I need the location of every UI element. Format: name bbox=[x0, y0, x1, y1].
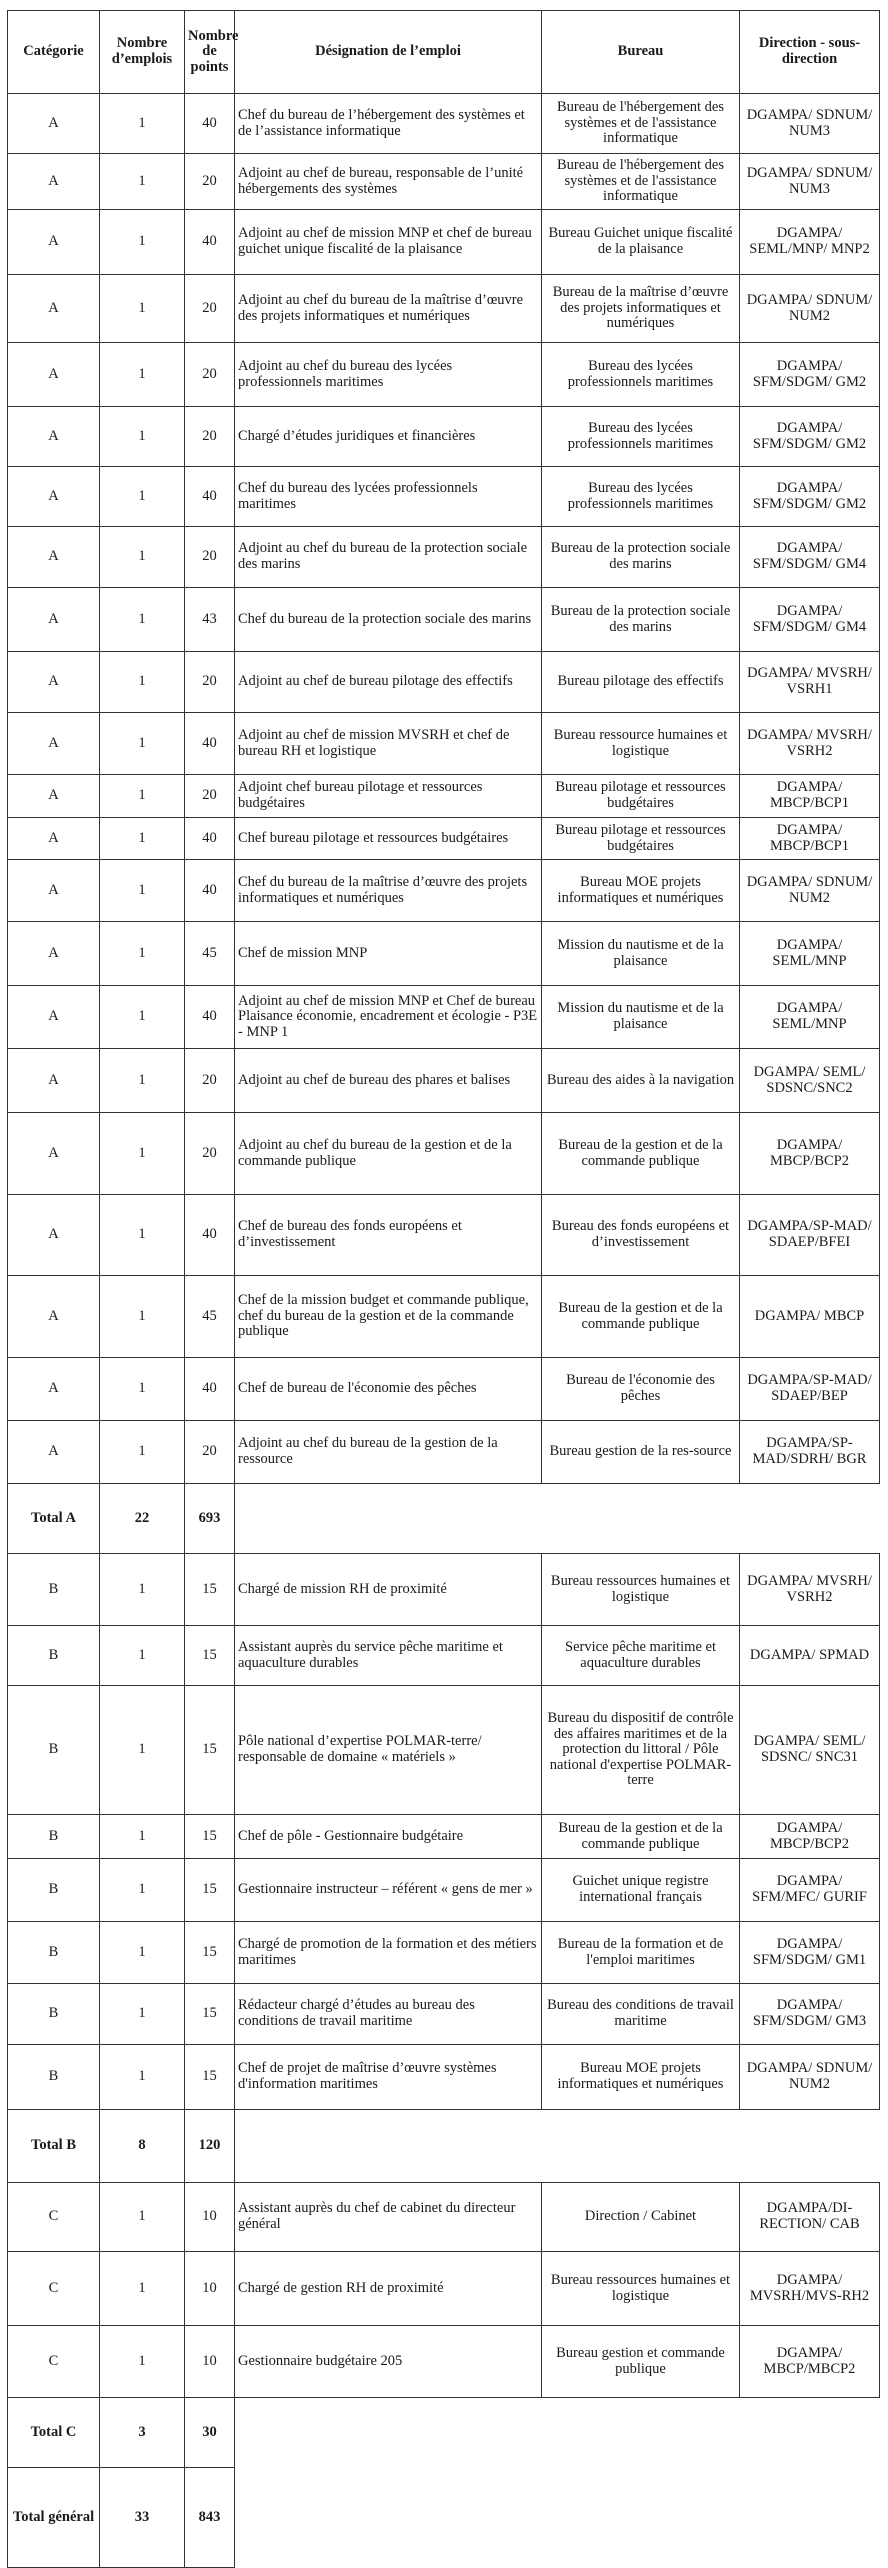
empty-cell bbox=[740, 2110, 880, 2183]
nombre-emplois-cell: 1 bbox=[100, 986, 185, 1049]
direction-cell: DGAMPA/DI-RECTION/ CAB bbox=[740, 2183, 880, 2252]
nombre-points-cell: 40 bbox=[185, 818, 235, 860]
direction-cell: DGAMPA/ MVSRH/ VSRH1 bbox=[740, 652, 880, 713]
total-emplois: 33 bbox=[100, 2468, 185, 2568]
direction-cell: DGAMPA/ MBCP/BCP2 bbox=[740, 1113, 880, 1195]
nombre-points-cell: 40 bbox=[185, 860, 235, 922]
total-label: Total général bbox=[8, 2468, 100, 2568]
table-row bbox=[8, 2183, 880, 2252]
categorie-cell: A bbox=[8, 588, 100, 652]
designation-cell: Adjoint au chef de mission MNP et Chef de bureau Plaisance économie, encadrement et écologie - P3E - MNP 1 bbox=[235, 986, 542, 1049]
table-row bbox=[8, 343, 880, 407]
categorie-cell: A bbox=[8, 343, 100, 407]
table-row bbox=[8, 527, 880, 588]
designation-cell: Adjoint au chef du bureau de la protection sociale des marins bbox=[235, 527, 542, 588]
bureau-cell: Guichet unique registre international français bbox=[542, 1859, 740, 1922]
bureau-cell: Bureau de la gestion et de la commande publique bbox=[542, 1113, 740, 1195]
total-label: Total C bbox=[8, 2398, 100, 2468]
nombre-points-cell: 43 bbox=[185, 588, 235, 652]
total-emplois: 3 bbox=[100, 2398, 185, 2468]
designation-cell: Chef du bureau des lycées professionnels maritimes bbox=[235, 467, 542, 527]
categorie-cell: A bbox=[8, 467, 100, 527]
nombre-emplois-cell: 1 bbox=[100, 2252, 185, 2326]
bureau-cell: Bureau des aides à la navigation bbox=[542, 1049, 740, 1113]
direction-cell: DGAMPA/ MVSRH/MVS-RH2 bbox=[740, 2252, 880, 2326]
designation-cell: Chef du bureau de la maîtrise d’œuvre des projets informatiques et numériques bbox=[235, 860, 542, 922]
direction-cell: DGAMPA/ SFM/SDGM/ GM4 bbox=[740, 527, 880, 588]
nombre-points-cell: 40 bbox=[185, 713, 235, 775]
bureau-cell: Bureau ressources humaines et logistique bbox=[542, 2252, 740, 2326]
designation-cell: Chargé de mission RH de proximité bbox=[235, 1554, 542, 1626]
nombre-emplois-cell: 1 bbox=[100, 527, 185, 588]
designation-cell: Chef de projet de maîtrise d’œuvre systèmes d'information maritimes bbox=[235, 2045, 542, 2110]
nombre-emplois-cell: 1 bbox=[100, 1049, 185, 1113]
designation-cell: Chargé de gestion RH de proximité bbox=[235, 2252, 542, 2326]
nombre-points-cell: 15 bbox=[185, 1984, 235, 2045]
nombre-emplois-cell: 1 bbox=[100, 94, 185, 154]
direction-cell: DGAMPA/ SDNUM/ NUM3 bbox=[740, 154, 880, 210]
nombre-emplois-cell: 1 bbox=[100, 1626, 185, 1686]
designation-cell: Adjoint au chef du bureau des lycées professionnels maritimes bbox=[235, 343, 542, 407]
nombre-emplois-cell: 1 bbox=[100, 210, 185, 275]
designation-cell: Chef de bureau des fonds européens et d’investissement bbox=[235, 1195, 542, 1276]
bureau-cell: Bureau de la formation et de l'emploi maritimes bbox=[542, 1922, 740, 1984]
categorie-cell: B bbox=[8, 2045, 100, 2110]
categorie-cell: A bbox=[8, 922, 100, 986]
empty-cell bbox=[542, 2468, 740, 2568]
nombre-emplois-cell: 1 bbox=[100, 1421, 185, 1484]
designation-cell: Chargé d’études juridiques et financières bbox=[235, 407, 542, 467]
header-direction: Direction - sous-direction bbox=[740, 11, 880, 94]
table-row bbox=[8, 1859, 880, 1922]
designation-cell: Adjoint au chef du bureau de la gestion et de la commande publique bbox=[235, 1113, 542, 1195]
designation-cell: Chef de mission MNP bbox=[235, 922, 542, 986]
designation-cell: Chef du bureau de la protection sociale des marins bbox=[235, 588, 542, 652]
designation-cell: Rédacteur chargé d’études au bureau des conditions de travail maritime bbox=[235, 1984, 542, 2045]
nombre-points-cell: 10 bbox=[185, 2252, 235, 2326]
nombre-emplois-cell: 1 bbox=[100, 1922, 185, 1984]
total-points: 693 bbox=[185, 1484, 235, 1554]
table-row bbox=[8, 210, 880, 275]
direction-cell: DGAMPA/ SFM/SDGM/ GM1 bbox=[740, 1922, 880, 1984]
empty-cell bbox=[542, 2110, 740, 2183]
bureau-cell: Bureau des lycées professionnels maritimes bbox=[542, 407, 740, 467]
table-row bbox=[8, 407, 880, 467]
nombre-emplois-cell: 1 bbox=[100, 1859, 185, 1922]
categorie-cell: B bbox=[8, 1686, 100, 1815]
nombre-points-cell: 15 bbox=[185, 1626, 235, 1686]
table-row bbox=[8, 154, 880, 210]
direction-cell: DGAMPA/ SFM/SDGM/ GM3 bbox=[740, 1984, 880, 2045]
nombre-points-cell: 10 bbox=[185, 2326, 235, 2398]
nombre-emplois-cell: 1 bbox=[100, 1554, 185, 1626]
direction-cell: DGAMPA/ MBCP/BCP1 bbox=[740, 775, 880, 818]
nombre-emplois-cell: 1 bbox=[100, 2183, 185, 2252]
nombre-points-cell: 20 bbox=[185, 407, 235, 467]
nombre-emplois-cell: 1 bbox=[100, 2326, 185, 2398]
nombre-points-cell: 20 bbox=[185, 154, 235, 210]
direction-cell: DGAMPA/ SFM/SDGM/ GM2 bbox=[740, 407, 880, 467]
bureau-cell: Bureau des conditions de travail maritime bbox=[542, 1984, 740, 2045]
designation-cell: Assistant auprès du service pêche maritime et aquaculture durables bbox=[235, 1626, 542, 1686]
empty-cell bbox=[235, 1484, 542, 1554]
categorie-cell: A bbox=[8, 1358, 100, 1421]
designation-cell: Adjoint chef bureau pilotage et ressources budgétaires bbox=[235, 775, 542, 818]
table-body bbox=[8, 94, 880, 2568]
nombre-emplois-cell: 1 bbox=[100, 275, 185, 343]
categorie-cell: C bbox=[8, 2326, 100, 2398]
nombre-points-cell: 15 bbox=[185, 1815, 235, 1859]
bureau-cell: Bureau Guichet unique fiscalité de la plaisance bbox=[542, 210, 740, 275]
direction-cell: DGAMPA/SP-MAD/ SDAEP/BFEI bbox=[740, 1195, 880, 1276]
categorie-cell: A bbox=[8, 775, 100, 818]
empty-cell bbox=[235, 2110, 542, 2183]
categorie-cell: B bbox=[8, 1815, 100, 1859]
table-row bbox=[8, 1984, 880, 2045]
bureau-cell: Bureau de la maîtrise d’œuvre des projets informatiques et numériques bbox=[542, 275, 740, 343]
table-row bbox=[8, 467, 880, 527]
total-label: Total A bbox=[8, 1484, 100, 1554]
table-row bbox=[8, 1421, 880, 1484]
categorie-cell: A bbox=[8, 1276, 100, 1358]
jobs-table bbox=[7, 10, 880, 2568]
table-row bbox=[8, 860, 880, 922]
categorie-cell: A bbox=[8, 1049, 100, 1113]
nombre-emplois-cell: 1 bbox=[100, 652, 185, 713]
nombre-points-cell: 40 bbox=[185, 210, 235, 275]
nombre-points-cell: 15 bbox=[185, 1859, 235, 1922]
empty-cell bbox=[542, 1484, 740, 1554]
nombre-emplois-cell: 1 bbox=[100, 154, 185, 210]
empty-cell bbox=[542, 2398, 740, 2468]
table-row bbox=[8, 713, 880, 775]
nombre-points-cell: 20 bbox=[185, 1049, 235, 1113]
total-points: 843 bbox=[185, 2468, 235, 2568]
categorie-cell: A bbox=[8, 407, 100, 467]
bureau-cell: Bureau pilotage des effectifs bbox=[542, 652, 740, 713]
designation-cell: Gestionnaire budgétaire 205 bbox=[235, 2326, 542, 2398]
table-row bbox=[8, 652, 880, 713]
direction-cell: DGAMPA/ MBCP/BCP2 bbox=[740, 1815, 880, 1859]
bureau-cell: Bureau des fonds européens et d’investissement bbox=[542, 1195, 740, 1276]
bureau-cell: Bureau de l'hébergement des systèmes et de l'assistance informatique bbox=[542, 94, 740, 154]
table-row bbox=[8, 1922, 880, 1984]
bureau-cell: Bureau de l'économie des pêches bbox=[542, 1358, 740, 1421]
direction-cell: DGAMPA/ SPMAD bbox=[740, 1626, 880, 1686]
bureau-cell: Service pêche maritime et aquaculture durables bbox=[542, 1626, 740, 1686]
bureau-cell: Bureau pilotage et ressources budgétaires bbox=[542, 818, 740, 860]
nombre-points-cell: 40 bbox=[185, 1358, 235, 1421]
header-bureau: Bureau bbox=[542, 11, 740, 94]
bureau-cell: Bureau pilotage et ressources budgétaires bbox=[542, 775, 740, 818]
bureau-cell: Bureau de la protection sociale des marins bbox=[542, 527, 740, 588]
nombre-emplois-cell: 1 bbox=[100, 1113, 185, 1195]
empty-cell bbox=[740, 1484, 880, 1554]
nombre-emplois-cell: 1 bbox=[100, 1195, 185, 1276]
categorie-cell: B bbox=[8, 1984, 100, 2045]
direction-cell: DGAMPA/ SEML/MNP bbox=[740, 922, 880, 986]
nombre-emplois-cell: 1 bbox=[100, 467, 185, 527]
header-nombre-points: Nombre de points bbox=[185, 11, 235, 94]
table-header-row bbox=[8, 11, 880, 94]
designation-cell: Adjoint au chef de mission MVSRH et chef de bureau RH et logistique bbox=[235, 713, 542, 775]
categorie-cell: C bbox=[8, 2252, 100, 2326]
direction-cell: DGAMPA/ SFM/MFC/ GURIF bbox=[740, 1859, 880, 1922]
designation-cell: Adjoint au chef de mission MNP et chef de bureau guichet unique fiscalité de la plaisance bbox=[235, 210, 542, 275]
nombre-points-cell: 15 bbox=[185, 1554, 235, 1626]
designation-cell: Chef de bureau de l'économie des pêches bbox=[235, 1358, 542, 1421]
table-row bbox=[8, 94, 880, 154]
table-row bbox=[8, 986, 880, 1049]
nombre-points-cell: 20 bbox=[185, 775, 235, 818]
designation-cell: Adjoint au chef de bureau pilotage des effectifs bbox=[235, 652, 542, 713]
nombre-emplois-cell: 1 bbox=[100, 860, 185, 922]
categorie-cell: A bbox=[8, 1195, 100, 1276]
bureau-cell: Direction / Cabinet bbox=[542, 2183, 740, 2252]
direction-cell: DGAMPA/ MBCP/BCP1 bbox=[740, 818, 880, 860]
header-designation: Désignation de l’emploi bbox=[235, 11, 542, 94]
total-points: 30 bbox=[185, 2398, 235, 2468]
nombre-emplois-cell: 1 bbox=[100, 588, 185, 652]
direction-cell: DGAMPA/ SEML/MNP/ MNP2 bbox=[740, 210, 880, 275]
categorie-cell: A bbox=[8, 275, 100, 343]
table-row bbox=[8, 275, 880, 343]
total-row bbox=[8, 2468, 880, 2568]
nombre-points-cell: 15 bbox=[185, 1922, 235, 1984]
nombre-points-cell: 40 bbox=[185, 94, 235, 154]
direction-cell: DGAMPA/ SFM/SDGM/ GM4 bbox=[740, 588, 880, 652]
nombre-points-cell: 20 bbox=[185, 527, 235, 588]
nombre-points-cell: 20 bbox=[185, 1421, 235, 1484]
direction-cell: DGAMPA/ SEML/MNP bbox=[740, 986, 880, 1049]
nombre-emplois-cell: 1 bbox=[100, 1276, 185, 1358]
direction-cell: DGAMPA/ SDNUM/ NUM2 bbox=[740, 860, 880, 922]
categorie-cell: A bbox=[8, 527, 100, 588]
direction-cell: DGAMPA/ MBCP bbox=[740, 1276, 880, 1358]
nombre-points-cell: 15 bbox=[185, 1686, 235, 1815]
bureau-cell: Bureau de l'hébergement des systèmes et de l'assistance informatique bbox=[542, 154, 740, 210]
designation-cell: Chef bureau pilotage et ressources budgétaires bbox=[235, 818, 542, 860]
total-points: 120 bbox=[185, 2110, 235, 2183]
nombre-points-cell: 20 bbox=[185, 275, 235, 343]
nombre-points-cell: 20 bbox=[185, 343, 235, 407]
table-row bbox=[8, 1049, 880, 1113]
nombre-points-cell: 20 bbox=[185, 652, 235, 713]
table-row bbox=[8, 1815, 880, 1859]
nombre-points-cell: 20 bbox=[185, 1113, 235, 1195]
designation-cell: Adjoint au chef du bureau de la maîtrise d’œuvre des projets informatiques et numériques bbox=[235, 275, 542, 343]
table-row bbox=[8, 1626, 880, 1686]
categorie-cell: C bbox=[8, 2183, 100, 2252]
categorie-cell: A bbox=[8, 1113, 100, 1195]
designation-cell: Adjoint au chef du bureau de la gestion de la ressource bbox=[235, 1421, 542, 1484]
total-emplois: 8 bbox=[100, 2110, 185, 2183]
categorie-cell: A bbox=[8, 713, 100, 775]
empty-cell bbox=[235, 2398, 542, 2468]
total-label: Total B bbox=[8, 2110, 100, 2183]
nombre-emplois-cell: 1 bbox=[100, 818, 185, 860]
direction-cell: DGAMPA/ SFM/SDGM/ GM2 bbox=[740, 343, 880, 407]
bureau-cell: Bureau ressource humaines et logistique bbox=[542, 713, 740, 775]
nombre-points-cell: 15 bbox=[185, 2045, 235, 2110]
empty-cell bbox=[740, 2398, 880, 2468]
bureau-cell: Bureau MOE projets informatiques et numériques bbox=[542, 860, 740, 922]
table-row bbox=[8, 1113, 880, 1195]
bureau-cell: Bureau MOE projets informatiques et numériques bbox=[542, 2045, 740, 2110]
designation-cell: Adjoint au chef de bureau, responsable de l’unité hébergements des systèmes bbox=[235, 154, 542, 210]
nombre-points-cell: 40 bbox=[185, 986, 235, 1049]
categorie-cell: A bbox=[8, 986, 100, 1049]
designation-cell: Adjoint au chef de bureau des phares et balises bbox=[235, 1049, 542, 1113]
table-row bbox=[8, 1276, 880, 1358]
bureau-cell: Bureau gestion de la res-source bbox=[542, 1421, 740, 1484]
direction-cell: DGAMPA/ MBCP/MBCP2 bbox=[740, 2326, 880, 2398]
table-row bbox=[8, 1686, 880, 1815]
designation-cell: Assistant auprès du chef de cabinet du directeur général bbox=[235, 2183, 542, 2252]
bureau-cell: Bureau ressources humaines et logistique bbox=[542, 1554, 740, 1626]
direction-cell: DGAMPA/SP-MAD/ SDAEP/BEP bbox=[740, 1358, 880, 1421]
nombre-emplois-cell: 1 bbox=[100, 922, 185, 986]
table-row bbox=[8, 922, 880, 986]
direction-cell: DGAMPA/ SDNUM/ NUM2 bbox=[740, 275, 880, 343]
categorie-cell: B bbox=[8, 1859, 100, 1922]
nombre-emplois-cell: 1 bbox=[100, 775, 185, 818]
categorie-cell: A bbox=[8, 210, 100, 275]
bureau-cell: Mission du nautisme et de la plaisance bbox=[542, 986, 740, 1049]
header-categorie: Catégorie bbox=[8, 11, 100, 94]
bureau-cell: Bureau des lycées professionnels maritimes bbox=[542, 343, 740, 407]
nombre-emplois-cell: 1 bbox=[100, 407, 185, 467]
nombre-emplois-cell: 1 bbox=[100, 713, 185, 775]
categorie-cell: B bbox=[8, 1922, 100, 1984]
categorie-cell: A bbox=[8, 860, 100, 922]
empty-cell bbox=[235, 2468, 542, 2568]
bureau-cell: Mission du nautisme et de la plaisance bbox=[542, 922, 740, 986]
table-row bbox=[8, 1358, 880, 1421]
table-row bbox=[8, 588, 880, 652]
nombre-emplois-cell: 1 bbox=[100, 2045, 185, 2110]
nombre-emplois-cell: 1 bbox=[100, 1358, 185, 1421]
bureau-cell: Bureau du dispositif de contrôle des affaires maritimes et de la protection du littoral / Pôle national d'expertise POLMAR-terre bbox=[542, 1686, 740, 1815]
bureau-cell: Bureau gestion et commande publique bbox=[542, 2326, 740, 2398]
categorie-cell: A bbox=[8, 818, 100, 860]
direction-cell: DGAMPA/ SFM/SDGM/ GM2 bbox=[740, 467, 880, 527]
table-row bbox=[8, 775, 880, 818]
table-row bbox=[8, 2252, 880, 2326]
nombre-emplois-cell: 1 bbox=[100, 343, 185, 407]
table-row bbox=[8, 1554, 880, 1626]
designation-cell: Chargé de promotion de la formation et des métiers maritimes bbox=[235, 1922, 542, 1984]
designation-cell: Chef de la mission budget et commande publique, chef du bureau de la gestion et de la commande publique bbox=[235, 1276, 542, 1358]
total-row bbox=[8, 2398, 880, 2468]
nombre-emplois-cell: 1 bbox=[100, 1815, 185, 1859]
nombre-points-cell: 45 bbox=[185, 1276, 235, 1358]
total-emplois: 22 bbox=[100, 1484, 185, 1554]
bureau-cell: Bureau de la protection sociale des marins bbox=[542, 588, 740, 652]
table-row bbox=[8, 2045, 880, 2110]
direction-cell: DGAMPA/SP-MAD/SDRH/ BGR bbox=[740, 1421, 880, 1484]
nombre-points-cell: 40 bbox=[185, 467, 235, 527]
nombre-emplois-cell: 1 bbox=[100, 1686, 185, 1815]
designation-cell: Chef de pôle - Gestionnaire budgétaire bbox=[235, 1815, 542, 1859]
categorie-cell: A bbox=[8, 94, 100, 154]
nombre-points-cell: 40 bbox=[185, 1195, 235, 1276]
nombre-points-cell: 10 bbox=[185, 2183, 235, 2252]
designation-cell: Chef du bureau de l’hébergement des systèmes et de l’assistance informatique bbox=[235, 94, 542, 154]
designation-cell: Gestionnaire instructeur – référent « gens de mer » bbox=[235, 1859, 542, 1922]
categorie-cell: A bbox=[8, 1421, 100, 1484]
bureau-cell: Bureau de la gestion et de la commande publique bbox=[542, 1815, 740, 1859]
table-row bbox=[8, 818, 880, 860]
table-row bbox=[8, 2326, 880, 2398]
total-row bbox=[8, 1484, 880, 1554]
header-nombre-emplois: Nombre d’emplois bbox=[100, 11, 185, 94]
total-row bbox=[8, 2110, 880, 2183]
designation-cell: Pôle national d’expertise POLMAR-terre/ responsable de domaine « matériels » bbox=[235, 1686, 542, 1815]
direction-cell: DGAMPA/ MVSRH/ VSRH2 bbox=[740, 713, 880, 775]
categorie-cell: B bbox=[8, 1554, 100, 1626]
direction-cell: DGAMPA/ SEML/ SDSNC/SNC2 bbox=[740, 1049, 880, 1113]
nombre-points-cell: 45 bbox=[185, 922, 235, 986]
direction-cell: DGAMPA/ SDNUM/ NUM3 bbox=[740, 94, 880, 154]
direction-cell: DGAMPA/ MVSRH/ VSRH2 bbox=[740, 1554, 880, 1626]
categorie-cell: A bbox=[8, 154, 100, 210]
nombre-emplois-cell: 1 bbox=[100, 1984, 185, 2045]
bureau-cell: Bureau de la gestion et de la commande publique bbox=[542, 1276, 740, 1358]
categorie-cell: B bbox=[8, 1626, 100, 1686]
table-row bbox=[8, 1195, 880, 1276]
categorie-cell: A bbox=[8, 652, 100, 713]
empty-cell bbox=[740, 2468, 880, 2568]
direction-cell: DGAMPA/ SDNUM/ NUM2 bbox=[740, 2045, 880, 2110]
direction-cell: DGAMPA/ SEML/ SDSNC/ SNC31 bbox=[740, 1686, 880, 1815]
bureau-cell: Bureau des lycées professionnels maritimes bbox=[542, 467, 740, 527]
